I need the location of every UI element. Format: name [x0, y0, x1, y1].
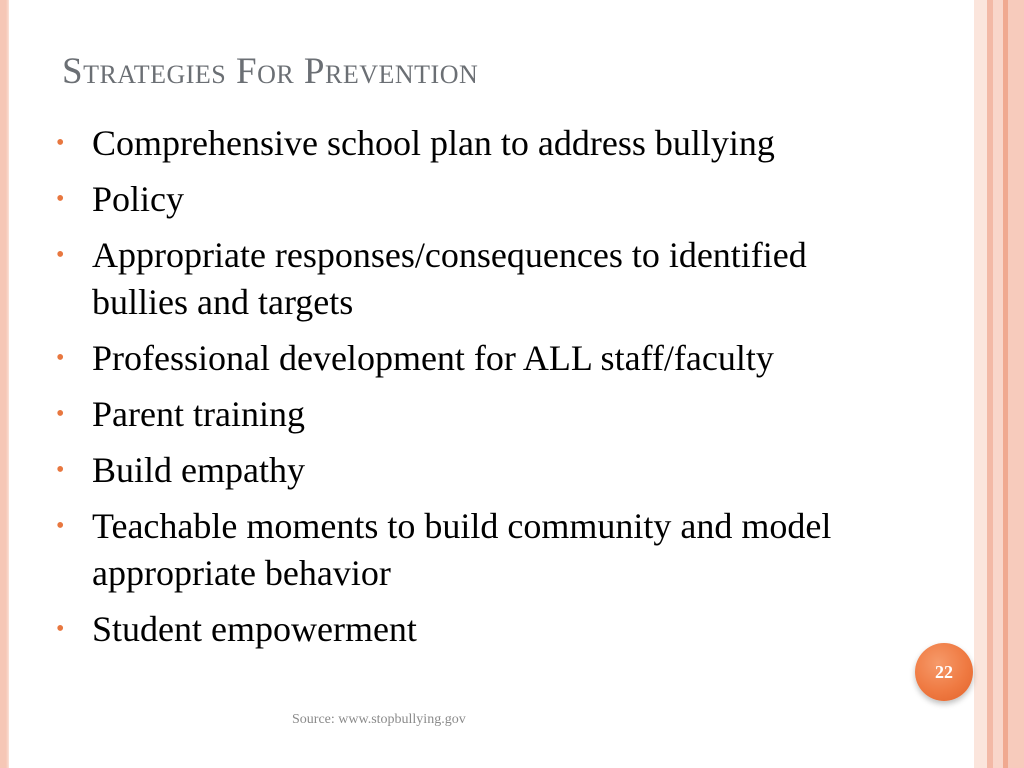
bullet-dot-icon: • [56, 401, 65, 427]
right-stripes-decoration [974, 0, 1024, 768]
bullet-text: Policy [92, 179, 185, 219]
bullet-list [52, 120, 872, 662]
slide-title: Strategies For Prevention [62, 51, 479, 92]
page-number-badge [915, 643, 973, 701]
left-border-decoration [0, 0, 9, 768]
bullet-text: Student empowerment [92, 609, 417, 649]
bullet-text: Build empathy [92, 450, 305, 490]
bullet-dot-icon: • [56, 186, 65, 212]
bullet-item [52, 120, 872, 167]
page-number: 22 [935, 661, 953, 682]
bullet-text: Professional development for ALL staff/faculty [92, 338, 774, 378]
bullet-text: Comprehensive school plan to address bullying [92, 123, 775, 163]
bullet-dot-icon: • [56, 457, 65, 483]
bullet-text: Teachable moments to build community and model appropriate behavior [92, 506, 832, 593]
bullet-text: Parent training [92, 394, 305, 434]
bullet-item [52, 503, 872, 597]
bullet-dot-icon: • [56, 513, 65, 539]
bullet-item [52, 176, 872, 223]
bullet-item [52, 232, 872, 326]
bullet-item [52, 447, 872, 494]
bullet-dot-icon: • [56, 242, 65, 268]
bullet-item [52, 391, 872, 438]
source-footer: Source: www.stopbullying.gov [292, 712, 466, 727]
bullet-dot-icon: • [56, 130, 65, 156]
bullet-dot-icon: • [56, 345, 65, 371]
bullet-text: Appropriate responses/consequences to identified bullies and targets [92, 235, 807, 322]
bullet-item [52, 335, 872, 382]
bullet-dot-icon: • [56, 616, 65, 642]
bullet-item [52, 606, 872, 653]
